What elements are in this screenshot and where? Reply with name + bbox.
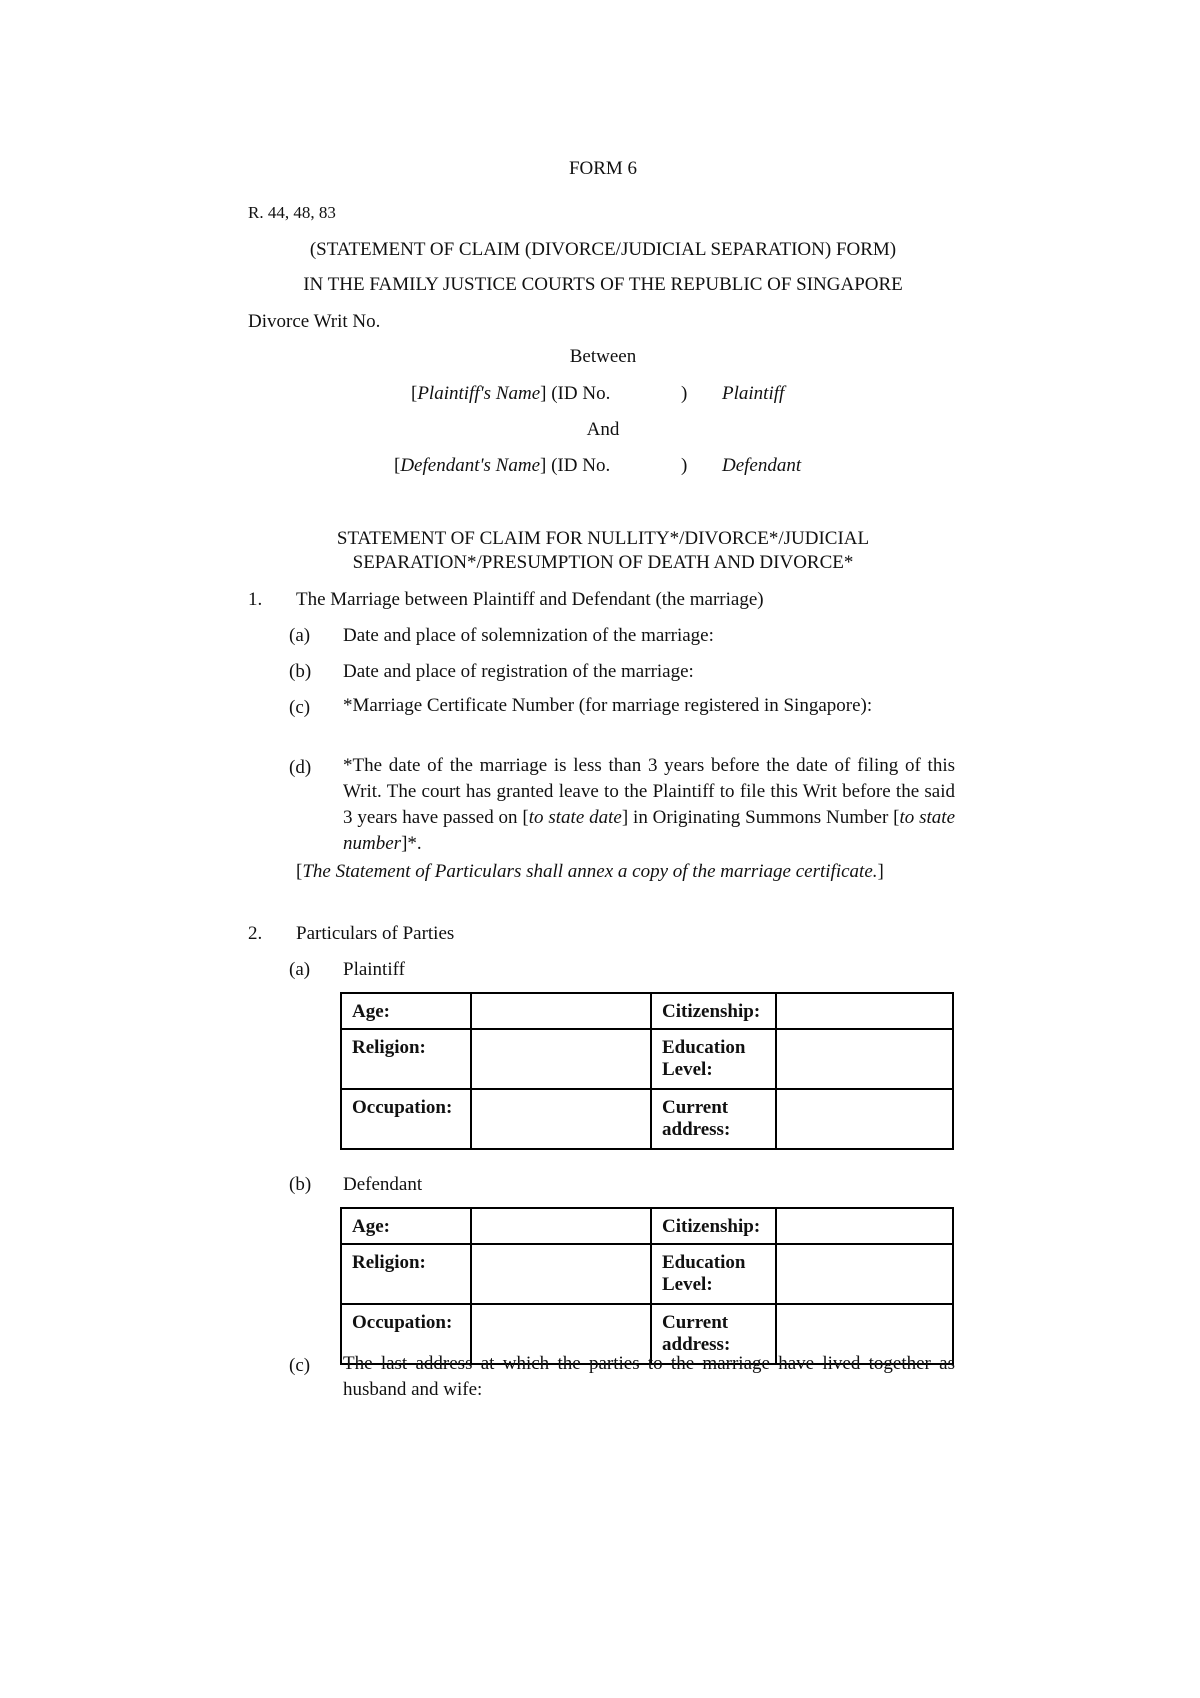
plaintiff-role: Plaintiff: [722, 383, 785, 404]
plaintiff-id: (ID No.: [551, 383, 611, 404]
age-label: Age:: [341, 1208, 471, 1244]
religion-label: Religion:: [341, 1029, 471, 1089]
item-1a-text: Date and place of solemnization of the marriage:: [343, 625, 714, 646]
defendant-role: Defendant: [722, 455, 802, 476]
item-1b-text: Date and place of registration of the marriage:: [343, 661, 694, 682]
plaintiff-name-line: [Plaintiff's Name] (ID No.: [411, 383, 611, 404]
plaintiff-name: Plaintiff's Name: [417, 383, 541, 404]
item-2a-label: (a): [289, 959, 311, 980]
form-title: FORM 6: [568, 158, 638, 179]
plaintiff-occupation-value[interactable]: [471, 1089, 651, 1149]
table-row: [341, 1244, 953, 1304]
claim-title-line1: STATEMENT OF CLAIM FOR NULLITY*/DIVORCE*/JUDICIAL: [336, 528, 870, 549]
plaintiff-citizenship-value[interactable]: [776, 993, 953, 1029]
defendant-id: (ID No.: [551, 455, 611, 476]
table-row: [341, 1208, 953, 1244]
table-row: [341, 1029, 953, 1089]
defendant-id-close: ): [681, 455, 688, 476]
occupation-label: Occupation:: [341, 1089, 471, 1149]
section2-heading: Particulars of Parties: [296, 923, 455, 944]
item-1c-label: (c): [289, 697, 311, 718]
plaintiff-education-value[interactable]: [776, 1029, 953, 1089]
defendant-particulars-table: [340, 1207, 954, 1365]
defendant-education-value[interactable]: [776, 1244, 953, 1304]
item-1d-text: *The date of the marriage is less than 3 years before the date of filing of this Writ. The court has granted leave to the Plaintiff to file this Writ before the said 3 years have passed on [to state date] in Originating Summons Number [to state number]*.: [343, 755, 956, 854]
citizenship-label: Citizenship:: [651, 1208, 776, 1244]
occupation-label: Occupation:: [341, 1304, 471, 1364]
item-2b-label: (b): [289, 1174, 312, 1195]
table-row: [341, 993, 953, 1029]
between-label: Between: [569, 346, 637, 367]
defendant-name: Defendant's Name: [400, 455, 541, 476]
defendant-name-line: [Defendant's Name] (ID No.: [394, 455, 611, 476]
section1-number: 1.: [248, 589, 263, 610]
rule-reference: R. 44, 48, 83: [248, 203, 336, 222]
item-2c-text: The last address at which the parties to the marriage have lived together as husband and wife:: [343, 1353, 955, 1400]
defendant-religion-value[interactable]: [471, 1244, 651, 1304]
item-1c-text: *Marriage Certificate Number (for marriage registered in Singapore):: [343, 695, 873, 716]
section2-number: 2.: [248, 923, 263, 944]
plaintiff-id-close: ): [681, 383, 688, 404]
claim-title-line2: SEPARATION*/PRESUMPTION OF DEATH AND DIVORCE*: [352, 552, 854, 573]
address-label: Current address:: [651, 1089, 776, 1149]
education-label: Education Level:: [651, 1029, 776, 1089]
and-label: And: [586, 419, 620, 440]
education-label: Education Level:: [651, 1244, 776, 1304]
item-1a-label: (a): [289, 625, 311, 646]
section1-heading: The Marriage between Plaintiff and Defendant (the marriage): [296, 589, 764, 610]
form-name: (STATEMENT OF CLAIM (DIVORCE/JUDICIAL SEPARATION) FORM): [309, 239, 897, 260]
writ-number: Divorce Writ No.: [248, 311, 381, 332]
item-1b-label: (b): [289, 661, 312, 682]
defendant-age-value[interactable]: [471, 1208, 651, 1244]
item-2c-label: (c): [289, 1355, 311, 1376]
marriage-certificate-note: [The Statement of Particulars shall annex a copy of the marriage certificate.]: [296, 861, 884, 882]
age-label: Age:: [341, 993, 471, 1029]
item-1d-label: (d): [289, 757, 312, 778]
court-name: IN THE FAMILY JUSTICE COURTS OF THE REPUBLIC OF SINGAPORE: [303, 274, 903, 295]
table-row: [341, 1089, 953, 1149]
citizenship-label: Citizenship:: [651, 993, 776, 1029]
plaintiff-age-value[interactable]: [471, 993, 651, 1029]
item-2a-text: Plaintiff: [343, 959, 405, 980]
address-label: Current address:: [651, 1304, 776, 1364]
religion-label: Religion:: [341, 1244, 471, 1304]
plaintiff-address-value[interactable]: [776, 1089, 953, 1149]
defendant-citizenship-value[interactable]: [776, 1208, 953, 1244]
plaintiff-particulars-table: [340, 992, 954, 1150]
plaintiff-religion-value[interactable]: [471, 1029, 651, 1089]
item-2b-text: Defendant: [343, 1174, 423, 1195]
